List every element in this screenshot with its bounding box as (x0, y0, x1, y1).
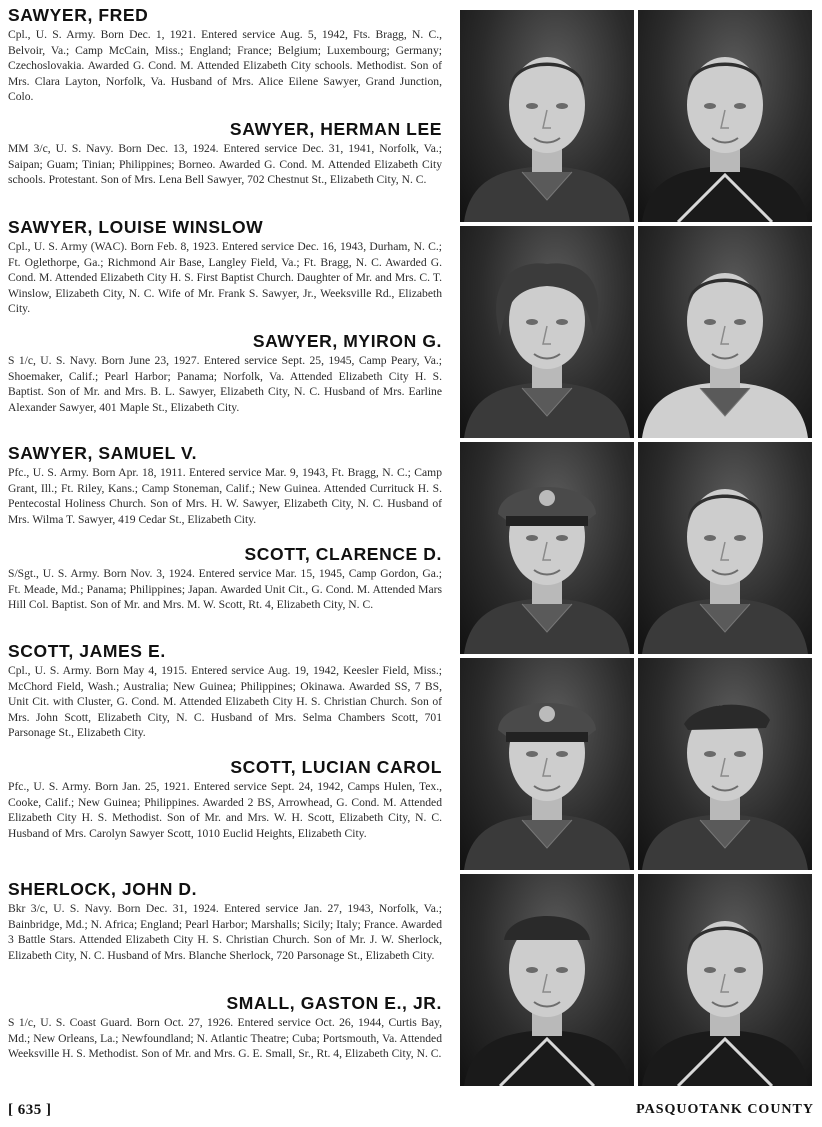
entry-name: SAWYER, MYIRON G. (252, 331, 442, 351)
entry-bio: S 1/c, U. S. Navy. Born June 23, 1927. Entered service Sept. 25, 1945, Camp Peary, Va.; Shoemaker, Calif.; Pearl Harbor; Panama; Norfolk, Va. Attended Elizabeth City H. S. Baptist. Son of Mr. and Mrs. B. L. Sawyer, Elizabeth City, N. C. Husband of Mrs. Earline Alexander Sawyer, 401 Maple St., Elizabeth City. (8, 354, 442, 414)
entry-name: SAWYER, HERMAN LEE (229, 119, 442, 139)
entry-sawyer-fred (8, 4, 442, 105)
entry-bio: S 1/c, U. S. Coast Guard. Born Oct. 27, 1926. Entered service Oct. 26, 1944, Curtis Bay, Md.; New Orleans, La.; Newfoundland; N. Atlantic Theatre; Cuba; Portsmouth, Va. Attended Weeksville H. S. Methodist. Son of Mr. and Mrs. G. E. Small, Sr., Rt. 4, Elizabeth City, N. C. (8, 1016, 442, 1061)
entry-sawyer-herman-lee (8, 118, 442, 188)
entry-scott-lucian-carol (8, 756, 442, 841)
portrait-silhouette (460, 10, 634, 222)
entry-bio: Cpl., U. S. Army. Born May 4, 1915. Entered service Aug. 19, 1942, Keesler Field, Miss.; McChord Field, Wash.; Australia; New Guinea; Philippines; Okinawa. Awarded SS, 7 BS, Unit Cit. with Cluster, G. Cond. M. Attended Elizabeth City H. S. Christian Church. Son of Mrs. John Scott, Elizabeth City, N. C. Husband of Mrs. Selma Chambers Scott, 701 Parsonage St., Elizabeth City. (8, 664, 442, 740)
portrait-silhouette (638, 874, 812, 1086)
entry-sherlock-john-d (8, 878, 442, 963)
entry-name: SHERLOCK, JOHN D. (8, 879, 198, 899)
entry-name: SAWYER, FRED (8, 5, 149, 25)
entry-bio: MM 3/c, U. S. Navy. Born Dec. 13, 1924. Entered service Dec. 31, 1941, Norfolk, Va.; Saipan; Guam; Tinian; Philippines; Borneo. Awarded G. Cond. M. Attended Elizabeth City schools. Protestant. Son of Mrs. Lena Bell Sawyer, 702 Chestnut St., Elizabeth City, N. C. (8, 142, 442, 187)
entry-name: SAWYER, SAMUEL V. (8, 443, 198, 463)
portrait-scott-lucian-carol (638, 658, 812, 870)
entry-bio: S/Sgt., U. S. Army. Born Nov. 3, 1924. Entered service Mar. 15, 1945, Camp Gordon, Ga.; Ft. Meade, Md.; Panama; Philippines; Japan. Awarded Unit Cit., G. Cond. M. Attended Mars Hill Col. Baptist. Son of Mr. and Mrs. M. W. Scott, Rt. 4, Elizabeth City, N. C. (8, 567, 442, 612)
entry-small-gaston-e-jr (8, 992, 442, 1062)
entry-name: SMALL, GASTON E., JR. (226, 993, 442, 1013)
portrait-silhouette (460, 874, 634, 1086)
portrait-silhouette (638, 442, 812, 654)
entry-scott-clarence-d (8, 543, 442, 613)
portrait-sherlock-john-d (460, 874, 634, 1086)
county-title: PASQUOTANK COUNTY (636, 1102, 814, 1117)
entry-name: SCOTT, LUCIAN CAROL (230, 757, 442, 777)
portrait-scott-clarence-d (638, 442, 812, 654)
entry-name: SCOTT, CLARENCE D. (244, 544, 442, 564)
entry-scott-james-e (8, 640, 442, 741)
entry-sawyer-samuel-v (8, 442, 442, 527)
entry-name: SCOTT, JAMES E. (8, 641, 166, 661)
portrait-small-gaston-e-jr (638, 874, 812, 1086)
portrait-silhouette (638, 10, 812, 222)
portrait-silhouette (460, 658, 634, 870)
portrait-silhouette (638, 658, 812, 870)
portrait-sawyer-myiron-g (638, 226, 812, 438)
portrait-sawyer-samuel-v (460, 442, 634, 654)
portrait-silhouette (460, 442, 634, 654)
page-footer (8, 1102, 814, 1122)
entry-bio: Bkr 3/c, U. S. Navy. Born Dec. 31, 1924. Entered service Jan. 27, 1943, Norfolk, Va.; Bainbridge, Md.; N. Africa; England; Pearl Harbor; Marshalls; Sicily; Italy; France. Awarded 3 Battle Stars. Attended Elizabeth City H. S. Christian Church. Son of Mr. J. W. Sherlock, Elizabeth City, N. C. Husband of Mrs. Blanche Sherlock, 720 Parsonage St., Elizabeth City. (8, 902, 442, 962)
page-number: [ 635 ] (8, 1102, 52, 1118)
portrait-sawyer-louise-winslow (460, 226, 634, 438)
portrait-sawyer-fred (460, 10, 634, 222)
portrait-sawyer-herman-lee (638, 10, 812, 222)
portrait-scott-james-e (460, 658, 634, 870)
entry-bio: Pfc., U. S. Army. Born Apr. 18, 1911. Entered service Mar. 9, 1943, Ft. Bragg, N. C.; Camp Grant, Ill.; Ft. Riley, Kans.; Camp Stoneman, Calif.; New Guinea. Attended Currituck H. S. Pentecostal Holiness Church. Son of Mrs. H. W. Sawyer, Elizabeth City, N. C. Husband of Mrs. Wilma T. Sawyer, 419 Cedar St., Elizabeth City. (8, 466, 442, 526)
entry-bio: Pfc., U. S. Army. Born Jan. 25, 1921. Entered service Sept. 24, 1942, Camps Hulen, Tex., Cooke, Calif.; New Guinea; Philippines. Awarded 2 BS, Arrowhead, G. Cond. M. Attended Elizabeth City H. S. Methodist. Son of Mr. and Mrs. W. H. Scott, Elizabeth City, N. C. Husband of Mrs. Carolyn Sawyer Scott, 1010 Euclid Heights, Elizabeth City. (8, 780, 442, 840)
entry-sawyer-louise-winslow (8, 216, 442, 317)
entry-bio: Cpl., U. S. Army (WAC). Born Feb. 8, 1923. Entered service Dec. 16, 1943, Durham, N. C.; Ft. Oglethorpe, Ga.; Richmond Air Base, Langley Field, Va.; Ft. Bragg, N. C. Awarded G. Cond. M. Attended Elizabeth City H. S. First Baptist Church. Daughter of Mr. and Mrs. C. T. Winslow, Elizabeth City, N. C. Wife of Mr. Frank S. Sawyer, Jr., Weeksville Rd., Elizabeth City. (8, 240, 442, 316)
portrait-silhouette (638, 226, 812, 438)
entry-name: SAWYER, LOUISE WINSLOW (8, 217, 264, 237)
portrait-silhouette (460, 226, 634, 438)
entry-bio: Cpl., U. S. Army. Born Dec. 1, 1921. Entered service Aug. 5, 1942, Fts. Bragg, N. C., Belvoir, Va.; Camp McCain, Miss.; England; France; Belgium; Luxembourg; Germany; Czechoslovakia. Awarded G. Cond. M. Attended Elizabeth City schools. Methodist. Son of Mrs. Clara Layton, Norfolk, Va. Husband of Mrs. Alice Eilene Sawyer, Grand Junction, Colo. (8, 28, 442, 104)
entry-sawyer-myiron-g (8, 330, 442, 415)
